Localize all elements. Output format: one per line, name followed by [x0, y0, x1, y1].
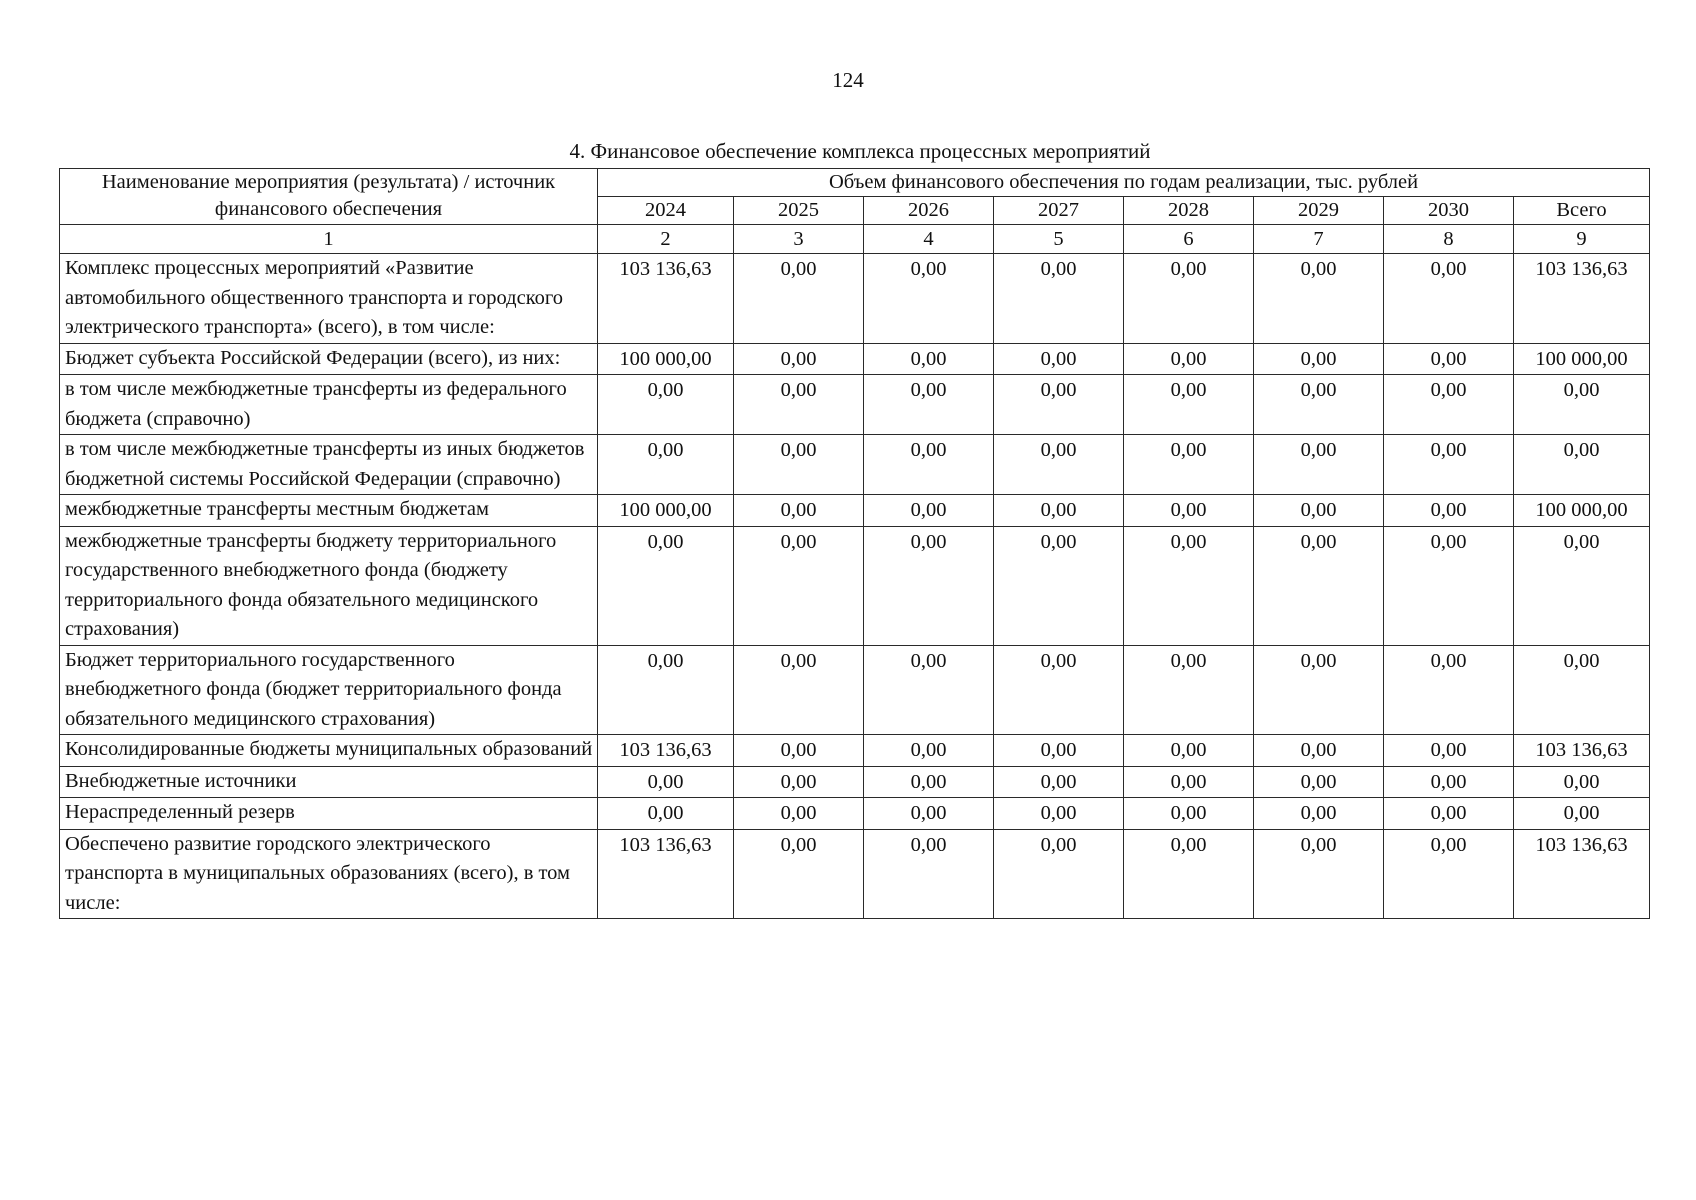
- value-cell: 0,00: [994, 829, 1124, 919]
- value-cell: 0,00: [1254, 254, 1384, 344]
- value-cell: 0,00: [1254, 495, 1384, 527]
- value-cell: 0,00: [1254, 645, 1384, 735]
- value-cell: 0,00: [994, 766, 1124, 798]
- value-cell: 0,00: [734, 435, 864, 495]
- financing-table: [59, 168, 1650, 919]
- row-name-cell: Бюджет территориального государственного внебюджетного фонда (бюджет территориального фонда обязательного медицинского страхования): [60, 645, 598, 735]
- column-number: 3: [734, 225, 864, 254]
- value-cell: 0,00: [1384, 435, 1514, 495]
- row-name-cell: в том числе межбюджетные трансферты из иных бюджетов бюджетной системы Российской Федерации (справочно): [60, 435, 598, 495]
- value-cell: 0,00: [1124, 645, 1254, 735]
- value-cell: 0,00: [734, 526, 864, 645]
- table-row: [60, 798, 1650, 830]
- value-cell: 0,00: [1384, 495, 1514, 527]
- value-cell: 0,00: [1124, 495, 1254, 527]
- value-cell: 0,00: [1384, 766, 1514, 798]
- row-name-cell: Консолидированные бюджеты муниципальных образований: [60, 735, 598, 767]
- value-cell: 0,00: [864, 766, 994, 798]
- value-cell: 0,00: [1124, 829, 1254, 919]
- value-cell: 0,00: [864, 526, 994, 645]
- column-number: 2: [598, 225, 734, 254]
- table-row: [60, 435, 1650, 495]
- value-cell: 0,00: [994, 375, 1124, 435]
- row-name-cell: Обеспечено развитие городского электрического транспорта в муниципальных образованиях (всего), в том числе:: [60, 829, 598, 919]
- value-cell: 0,00: [598, 435, 734, 495]
- header-volume-cell: Объем финансового обеспечения по годам реализации, тыс. рублей: [598, 169, 1650, 197]
- value-cell: 0,00: [864, 645, 994, 735]
- value-cell: 100 000,00: [598, 495, 734, 527]
- column-number: 9: [1514, 225, 1650, 254]
- row-name-cell: Внебюджетные источники: [60, 766, 598, 798]
- column-number: 6: [1124, 225, 1254, 254]
- table-row: [60, 375, 1650, 435]
- value-cell: 0,00: [1254, 435, 1384, 495]
- value-cell: 0,00: [1254, 766, 1384, 798]
- column-number: 4: [864, 225, 994, 254]
- value-cell: 0,00: [1384, 645, 1514, 735]
- header-name-cell: Наименование мероприятия (результата) / источник финансового обеспечения: [60, 169, 598, 225]
- value-cell: 0,00: [864, 254, 994, 344]
- value-cell: 0,00: [1124, 798, 1254, 830]
- table-row: [60, 829, 1650, 919]
- value-cell: 0,00: [1384, 735, 1514, 767]
- value-cell: 0,00: [734, 798, 864, 830]
- total-value-cell: 0,00: [1514, 645, 1650, 735]
- page-number: 124: [832, 68, 864, 92]
- value-cell: 100 000,00: [598, 343, 734, 375]
- value-cell: 103 136,63: [598, 254, 734, 344]
- value-cell: 0,00: [598, 645, 734, 735]
- value-cell: 0,00: [734, 735, 864, 767]
- value-cell: 0,00: [1254, 735, 1384, 767]
- table-row: [60, 766, 1650, 798]
- value-cell: 0,00: [734, 495, 864, 527]
- table-row: [60, 495, 1650, 527]
- value-cell: 0,00: [1124, 526, 1254, 645]
- value-cell: 0,00: [734, 343, 864, 375]
- value-cell: 0,00: [1384, 254, 1514, 344]
- total-value-cell: 103 136,63: [1514, 735, 1650, 767]
- total-value-cell: 0,00: [1514, 526, 1650, 645]
- value-cell: 0,00: [864, 495, 994, 527]
- value-cell: 0,00: [864, 829, 994, 919]
- total-value-cell: 100 000,00: [1514, 495, 1650, 527]
- value-cell: 0,00: [1124, 735, 1254, 767]
- row-name-cell: Комплекс процессных мероприятий «Развитие автомобильного общественного транспорта и городского электрического транспорта» (всего), в том числе:: [60, 254, 598, 344]
- value-cell: 0,00: [734, 829, 864, 919]
- total-header: Всего: [1514, 197, 1650, 225]
- year-header: 2025: [734, 197, 864, 225]
- column-numbers-row: [60, 225, 1650, 254]
- total-value-cell: 0,00: [1514, 766, 1650, 798]
- row-name-cell: Бюджет субъекта Российской Федерации (всего), из них:: [60, 343, 598, 375]
- value-cell: 0,00: [1124, 343, 1254, 375]
- column-number: 8: [1384, 225, 1514, 254]
- value-cell: 0,00: [1254, 829, 1384, 919]
- value-cell: 0,00: [734, 645, 864, 735]
- value-cell: 0,00: [994, 735, 1124, 767]
- value-cell: 0,00: [994, 254, 1124, 344]
- column-number: 7: [1254, 225, 1384, 254]
- table-row: [60, 645, 1650, 735]
- value-cell: 0,00: [864, 798, 994, 830]
- total-value-cell: 100 000,00: [1514, 343, 1650, 375]
- value-cell: 0,00: [1254, 526, 1384, 645]
- value-cell: 0,00: [598, 526, 734, 645]
- value-cell: 0,00: [1384, 375, 1514, 435]
- value-cell: 0,00: [994, 798, 1124, 830]
- row-name-cell: в том числе межбюджетные трансферты из федерального бюджета (справочно): [60, 375, 598, 435]
- year-header: 2028: [1124, 197, 1254, 225]
- row-name-cell: межбюджетные трансферты местным бюджетам: [60, 495, 598, 527]
- value-cell: 0,00: [1124, 375, 1254, 435]
- total-value-cell: 0,00: [1514, 798, 1650, 830]
- total-value-cell: 0,00: [1514, 435, 1650, 495]
- value-cell: 0,00: [1384, 798, 1514, 830]
- value-cell: 0,00: [994, 526, 1124, 645]
- total-value-cell: 103 136,63: [1514, 829, 1650, 919]
- year-header: 2024: [598, 197, 734, 225]
- value-cell: 0,00: [1254, 375, 1384, 435]
- value-cell: 0,00: [734, 254, 864, 344]
- row-name-cell: межбюджетные трансферты бюджету территориального государственного внебюджетного фонда (бюджету территориального фонда обязательного медицинского страхования): [60, 526, 598, 645]
- total-value-cell: 103 136,63: [1514, 254, 1650, 344]
- value-cell: 0,00: [1124, 435, 1254, 495]
- table-row: [60, 254, 1650, 344]
- value-cell: 0,00: [734, 766, 864, 798]
- total-value-cell: 0,00: [1514, 375, 1650, 435]
- value-cell: 0,00: [994, 645, 1124, 735]
- value-cell: 0,00: [1254, 798, 1384, 830]
- value-cell: 0,00: [864, 735, 994, 767]
- table-body: [60, 225, 1650, 919]
- table-row: [60, 735, 1650, 767]
- value-cell: 0,00: [598, 798, 734, 830]
- value-cell: 0,00: [598, 766, 734, 798]
- value-cell: 0,00: [864, 343, 994, 375]
- row-name-cell: Нераспределенный резерв: [60, 798, 598, 830]
- value-cell: 0,00: [994, 435, 1124, 495]
- column-number: 5: [994, 225, 1124, 254]
- value-cell: 0,00: [994, 343, 1124, 375]
- value-cell: 0,00: [1384, 526, 1514, 645]
- value-cell: 0,00: [994, 495, 1124, 527]
- value-cell: 0,00: [864, 435, 994, 495]
- year-header: 2029: [1254, 197, 1384, 225]
- value-cell: 103 136,63: [598, 735, 734, 767]
- year-header: 2026: [864, 197, 994, 225]
- value-cell: 0,00: [1124, 766, 1254, 798]
- table-header: [60, 169, 1650, 225]
- value-cell: 0,00: [1254, 343, 1384, 375]
- value-cell: 0,00: [1124, 254, 1254, 344]
- value-cell: 0,00: [1384, 343, 1514, 375]
- section-title: 4. Финансовое обеспечение комплекса процессных мероприятий: [569, 139, 1151, 163]
- value-cell: 0,00: [598, 375, 734, 435]
- year-header: 2027: [994, 197, 1124, 225]
- table-row: [60, 526, 1650, 645]
- value-cell: 0,00: [864, 375, 994, 435]
- column-number: 1: [60, 225, 598, 254]
- year-header: 2030: [1384, 197, 1514, 225]
- value-cell: 0,00: [1384, 829, 1514, 919]
- table-row: [60, 343, 1650, 375]
- value-cell: 103 136,63: [598, 829, 734, 919]
- value-cell: 0,00: [734, 375, 864, 435]
